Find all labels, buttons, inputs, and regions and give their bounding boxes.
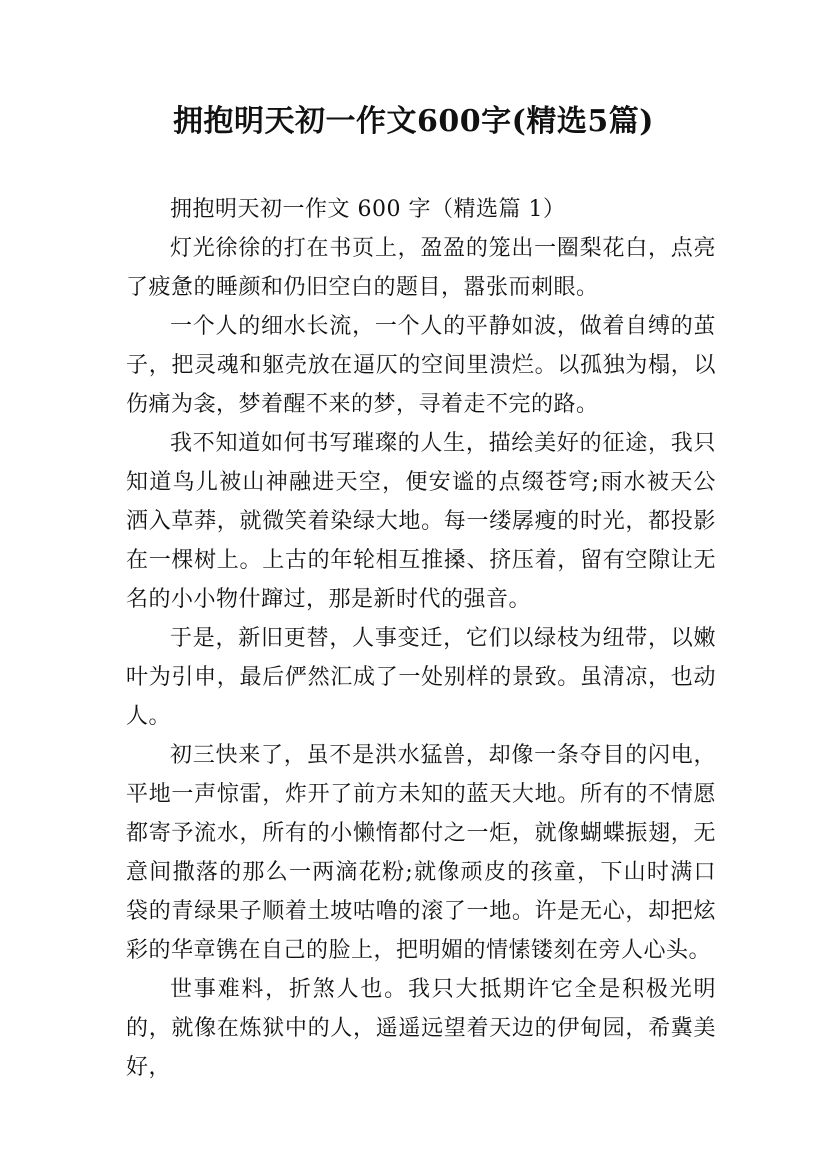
- paragraph-5: 初三快来了，虽不是洪水猛兽，却像一条夺目的闪电，平地一声惊雷，炸开了前方未知的蓝天大地。所有的不情愿都寄予流水，所有的小懒惰都付之一炬，就像蝴蝶振翅，无意间撒落的那么一两滴花粉;就像顽皮的孩童，下山时满口袋的青绿果子顺着土坡咕噜的滚了一地。许是无心，却把炫彩的华章镌在自己的脸上，把明媚的情愫镂刻在旁人心头。: [126, 743, 716, 963]
- paragraph-6: 世事难料，折煞人也。我只大抵期许它全是积极光明的，就像在炼狱中的人，遥遥远望着天边的伊甸园，希冀美好，: [126, 977, 716, 1080]
- paragraph-1: 灯光徐徐的打在书页上，盈盈的笼出一圈梨花白，点亮了疲惫的睡颜和仍旧空白的题目，嚣张而刺眼。: [126, 236, 716, 300]
- paragraph-2: 一个人的细水长流，一个人的平静如波，做着自缚的茧子，把灵魂和躯壳放在逼仄的空间里溃烂。以孤独为榻，以伤痛为衾，梦着醒不来的梦，寻着走不完的路。: [126, 314, 716, 417]
- paragraph-4: 于是，新旧更替，人事变迁，它们以绿枝为纽带，以嫩叶为引申，最后俨然汇成了一处别样的景致。虽清凉，也动人。: [126, 626, 716, 729]
- paragraph-3: 我不知道如何书写璀璨的人生，描绘美好的征途，我只知道鸟儿被山神融进天空，便安谧的点缀苍穹;雨水被天公洒入草莽，就微笑着染绿大地。每一缕孱瘦的时光，都投影在一棵树上。上古的年轮相互推搡、挤压着，留有空隙让无名的小小物什蹿过，那是新时代的强音。: [126, 431, 716, 612]
- document-body: [126, 190, 716, 1087]
- section-title: 拥抱明天初一作文 600 字（精选篇 1）: [170, 197, 566, 222]
- document-title: 拥抱明天初一作文600字(精选5篇): [173, 104, 654, 139]
